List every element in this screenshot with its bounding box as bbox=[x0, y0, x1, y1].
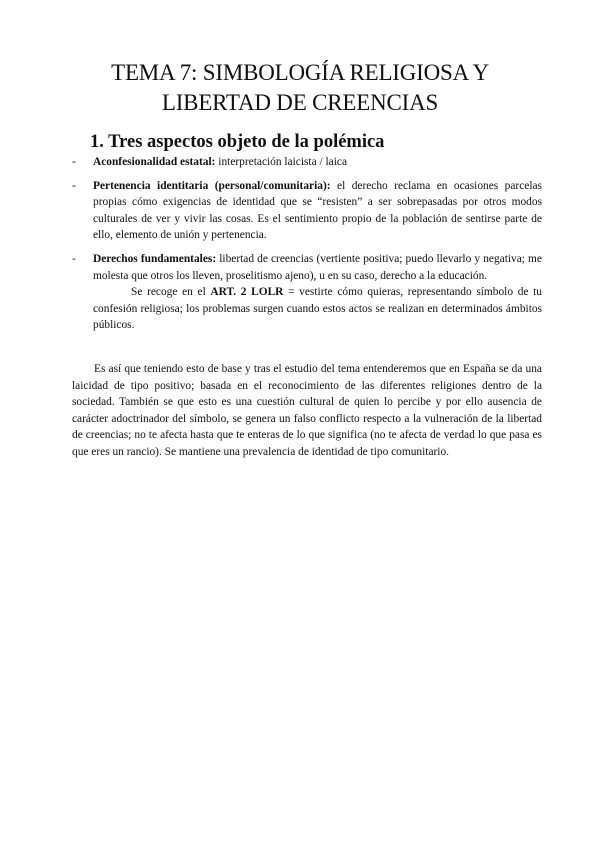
list-item-text: interpretación laicista / laica bbox=[215, 156, 348, 168]
section-heading: 1. Tres aspectos objeto de la polémica bbox=[90, 132, 385, 152]
conclusion-paragraph: Es así que teniendo esto de base y tras el estudio del tema entenderemos que en España se da una laicidad de tipo positivo; basada en el reconocimiento de las diferentes religiones dentro de la sociedad. También se que esto es una cuestión cultural de quien lo percibe y por ello ausencia de carácter adoctrinador del símbolo, se genera un falso conflicto respecto a la vulneración de la libertad de creencias; no te afecta hasta que te enteras de lo que significa (no te afecta de verdad lo que pasa es que eres un rancio). Se mantiene una prevalencia de identidad de tipo comunitario. bbox=[72, 363, 542, 458]
list-item-derechos bbox=[72, 251, 542, 334]
list-item-pertenencia bbox=[72, 178, 542, 244]
list-bullet: - bbox=[72, 156, 76, 168]
list-item-subparagraph bbox=[93, 284, 542, 334]
subparagraph-before: Se recoge en el bbox=[131, 286, 211, 299]
list-item-lead: Aconfesionalidad estatal: bbox=[93, 156, 216, 168]
title-line-1: TEMA 7: SIMBOLOGÍA RELIGIOSA Y bbox=[111, 60, 489, 85]
list-item-text: libertad de creencias (vertiente positiva; puedo llevarlo y negativa; me molesta que otros los lleven, proselitismo ajeno), u en su caso, derecho a la educación. bbox=[93, 252, 542, 282]
list-bullet: - bbox=[72, 179, 76, 192]
list-bullet: - bbox=[72, 252, 76, 265]
law-reference: ART. 2 LOLR bbox=[210, 286, 284, 299]
list-item-lead: Derechos fundamentales: bbox=[93, 252, 217, 265]
list-item-aconfesionalidad bbox=[72, 154, 542, 171]
list-item-text: el derecho reclama en ocasiones parcelas propias cómo exigencias de identidad que se “resisten” a ser sobrepasadas por otros modos culturales de ver y vivir las cosas. Es el sentimiento propio de la población de sentirse parte de ello, elemento de unión y pertenencia. bbox=[93, 179, 542, 242]
list-item-lead: Pertenencia identitaria (personal/comunitaria): bbox=[93, 179, 331, 192]
document-title bbox=[40, 58, 560, 118]
title-line-2: LIBERTAD DE CREENCIAS bbox=[161, 90, 439, 115]
aspects-list bbox=[72, 154, 542, 334]
subparagraph-after: = vestirte cómo quieras, representando símbolo de tu confesión religiosa; los problemas surgen cuando estos actos se realizan en determinados ámbitos públicos. bbox=[93, 286, 543, 332]
